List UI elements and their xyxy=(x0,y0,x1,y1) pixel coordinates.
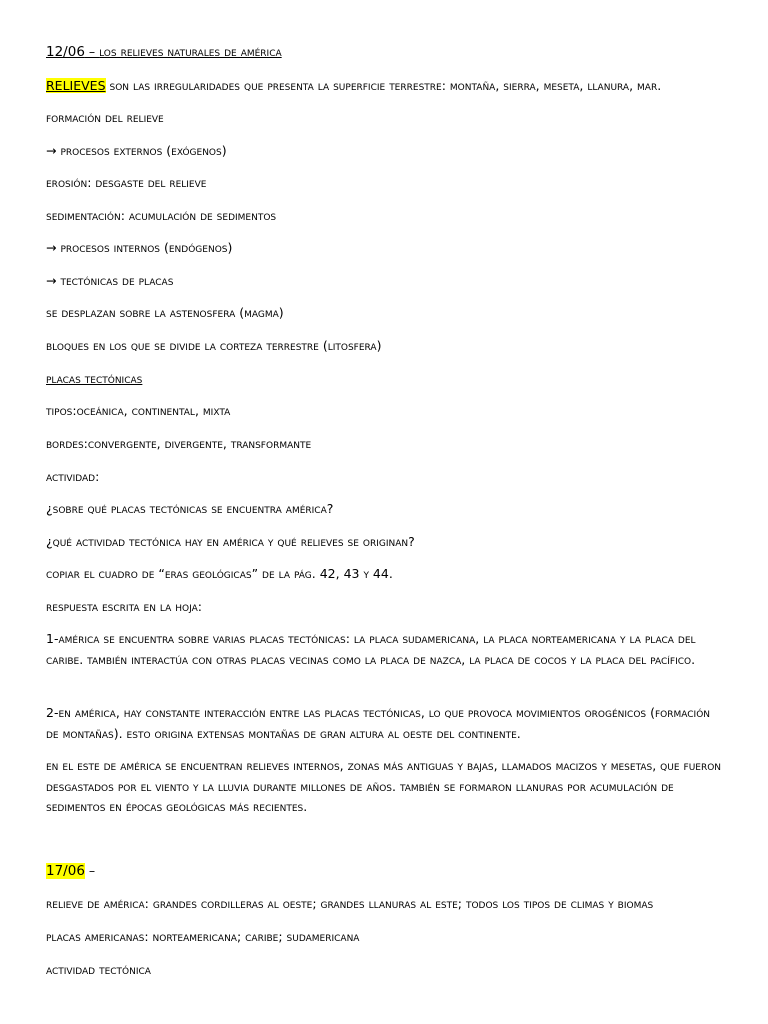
placas-heading-text: placas tectónicas xyxy=(46,371,143,386)
section1-date: 12/06 xyxy=(46,44,85,60)
line-tectonicas: → tectónicas de placas xyxy=(46,273,174,288)
line-tipos: tipos:oceánica, continental, mixta xyxy=(46,403,231,418)
line-actividad: actividad: xyxy=(46,469,100,484)
question-1: ¿sobre qué placas tectónicas se encuentra américa? xyxy=(46,501,334,516)
answer-3: en el este de américa se encuentran relieves internos, zonas más antiguas y bajas, llamados macizos y mesetas, que fueron desgastados por el viento y la lluvia durante millones de años. también se formaron llanuras por acumulación de sedimentos en épocas geológicas más recientes. xyxy=(46,758,722,814)
section2-dash: – xyxy=(84,863,96,878)
section1-title: los relieves naturales de américa xyxy=(99,44,282,59)
section2-heading xyxy=(46,861,728,881)
line-bordes: bordes:convergente, divergente, transformante xyxy=(46,436,312,451)
placas-heading xyxy=(46,369,728,389)
line-respuesta: respuesta escrita en la hoja: xyxy=(46,599,202,614)
line-litosfera: bloques en los que se divide la corteza terrestre (litosfera) xyxy=(46,338,382,353)
line-procesos-internos: → procesos internos (endógenos) xyxy=(46,240,233,255)
section1-heading xyxy=(46,42,728,62)
section2-line-actividad: actividad tectónica xyxy=(46,962,151,977)
relieves-term: RELIEVES xyxy=(46,78,106,93)
line-formacion: formación del relieve xyxy=(46,110,164,125)
answer-1: 1-américa se encuentra sobre varias placas tectónicas: la placa sudamericana, la placa norteamericana y la placa del caribe. también interactúa con otras placas vecinas como la placa de nazca, la placa de cocos y la placa del pacífico. xyxy=(46,631,696,667)
section2-date: 17/06 xyxy=(46,863,85,879)
relieves-def-text: son las irregularidades que presenta la superficie terrestre: montaña, sierra, meseta, llanura, mar. xyxy=(105,78,662,93)
line-procesos-externos: → procesos externos (exógenos) xyxy=(46,143,227,158)
question-2: ¿qué actividad tectónica hay en américa y qué relieves se originan? xyxy=(46,534,415,549)
answer-2: 2-en américa, hay constante interacción entre las placas tectónicas, lo que provoca movimientos orogénicos (formación de montañas). esto origina extensas montañas de gran altura al oeste del continente. xyxy=(46,705,711,741)
line-astenosfera: se desplazan sobre la astenosfera (magma) xyxy=(46,305,284,320)
line-copiar: copiar el cuadro de “eras geológicas” de la pág. 42, 43 y 44. xyxy=(46,566,393,581)
line-erosion: erosión: desgaste del relieve xyxy=(46,175,207,190)
section2-line-placas: placas americanas: norteamericana; caribe; sudamericana xyxy=(46,929,360,944)
section1-dash: – xyxy=(84,44,100,59)
relieves-definition xyxy=(46,76,728,96)
line-sedimentacion: sedimentación: acumulación de sedimentos xyxy=(46,208,277,223)
section2-line-relieve: relieve de américa: grandes cordilleras al oeste; grandes llanuras al este; todos los tipos de climas y biomas xyxy=(46,896,654,911)
